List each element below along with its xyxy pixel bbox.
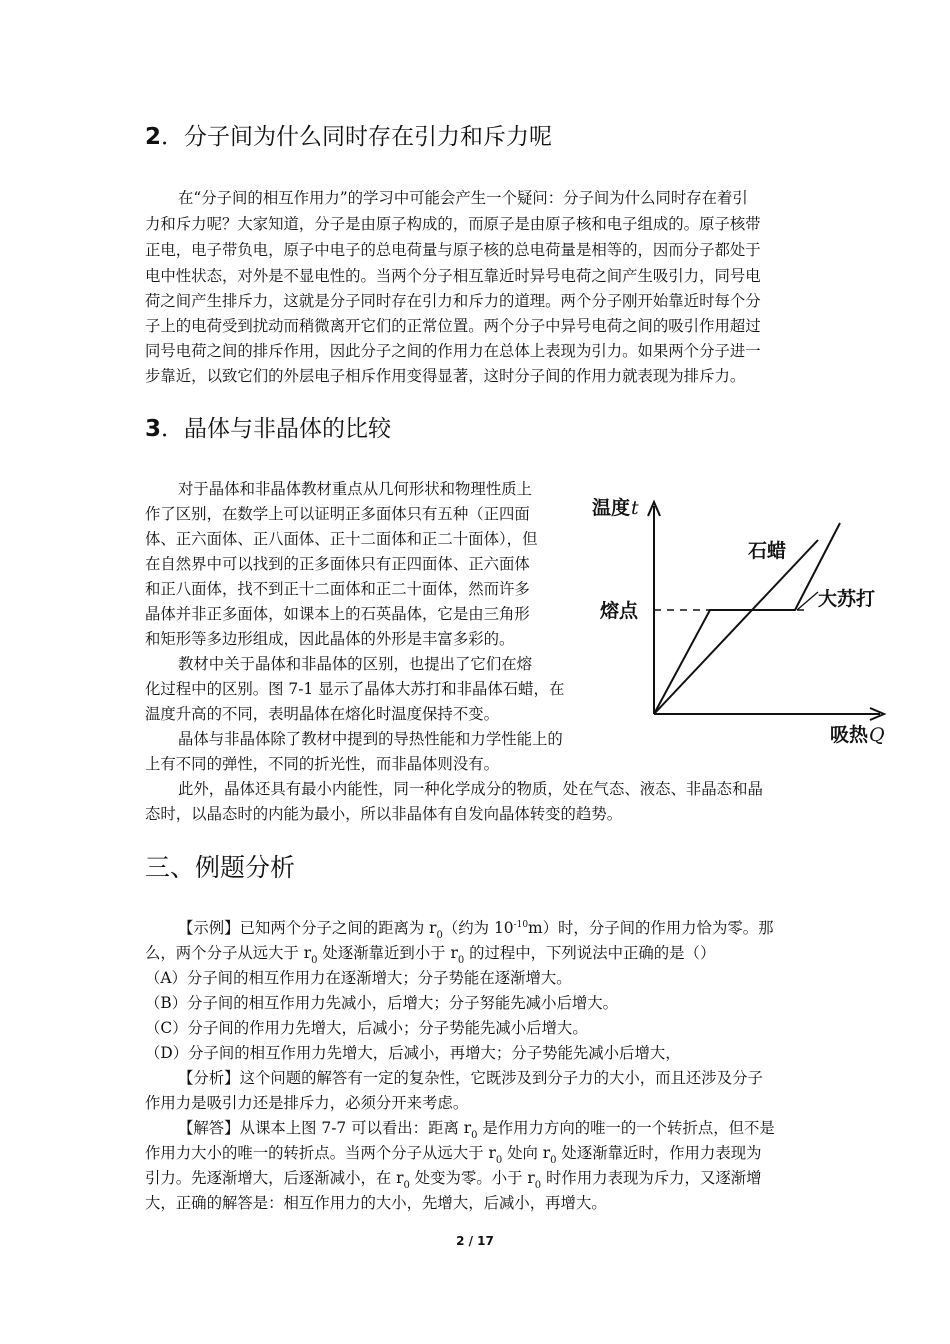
answer-text-2c: 处逐渐靠近时，作用力表现为 xyxy=(556,1144,762,1162)
subscript-0: 0 xyxy=(495,1155,503,1166)
answer-text-1a: 从课本上图 7-7 可以看出：距离 r xyxy=(239,1119,472,1137)
section-3-line-7: 和矩形等多边形组成，因此晶体的外形是丰富多彩的。 xyxy=(145,630,515,648)
option-b: （B）分子间的相互作用力先减小，后增大；分子努能先减小后增大。 xyxy=(145,994,619,1012)
section-3-line-12: 上有不同的弹性，不同的折光性，而非晶体则没有。 xyxy=(145,755,499,773)
answer-tag: 【解答】 xyxy=(178,1119,240,1137)
analysis-tag: 【分析】 xyxy=(178,1069,240,1087)
example-text-2a: 么，两个分子从远大于 r xyxy=(145,944,312,962)
subscript-0: 0 xyxy=(534,1180,542,1191)
subscript-0: 0 xyxy=(403,1180,410,1191)
section-2-line-1: 在“分子间的相互作用力”的学习中可能会产生一个疑问：分子间为什么同时存在着引 xyxy=(178,189,748,207)
subscript-0: 0 xyxy=(550,1155,557,1166)
melting-point-label: 熔点 xyxy=(600,600,639,622)
series-label-paraffin: 石蜡 xyxy=(748,540,787,562)
series-label-soda: 大苏打 xyxy=(818,588,876,610)
answer-text-3a: 引力。先逐渐增大，后逐渐减小，在 r xyxy=(145,1169,404,1187)
example-text-1a: 已知两个分子之间的距离为 r xyxy=(239,919,437,937)
section-3-line-4: 在自然界中可以找到的正多面体只有正四面体、正六面体 xyxy=(145,555,530,573)
subscript-0: 0 xyxy=(436,930,443,941)
section-2-line-8: 步靠近，以致它们的外层电子相斥作用变得显著，这时分子间的作用力就表现为排斥力。 xyxy=(145,367,746,385)
answer-text-2a: 作用力大小的唯一的转折点。当两个分子从远大于 r xyxy=(145,1144,496,1162)
section-3-line-6: 晶体并非正多面体，如课本上的石英晶体，它是由三角形 xyxy=(145,605,530,623)
example-section-title: 三、例题分析 xyxy=(145,853,296,882)
option-c: （C）分子间的作用力先增大，后减小；分子势能先减小后增大。 xyxy=(145,1019,588,1037)
section-2-line-5: 荷之间产生排斥力，这就是分子同时存在引力和斥力的道理。两个分子刚开始靠近时每个分 xyxy=(145,292,761,310)
section-2-heading xyxy=(145,118,552,151)
answer-text-3b: 处变为零。小于 r xyxy=(409,1169,535,1187)
answer-line-1 xyxy=(178,1116,775,1141)
option-a: （A）分子间的相互作用力在逐渐增大；分子势能在逐渐增大。 xyxy=(145,969,572,987)
section-3-line-9: 化过程中的区别。图 7-1 显示了晶体大苏打和非晶体石蜡，在 xyxy=(145,680,565,698)
answer-line-2 xyxy=(145,1141,762,1166)
section-3-title: ．晶体与非晶体的比较 xyxy=(161,416,392,442)
analysis-line-1 xyxy=(178,1066,763,1091)
section-2-line-4: 电中性状态，对外是不显电性的。当两个分子相互靠近时异号电荷之间产生吸引力，同号电 xyxy=(145,267,761,285)
subscript-0: 0 xyxy=(311,955,318,966)
example-text-2b: 处逐渐靠近到小于 r xyxy=(317,944,458,962)
section-3-line-1: 对于晶体和非晶体教材重点从几何形状和物理性质上 xyxy=(178,480,532,498)
y-axis-var: t xyxy=(631,497,639,519)
example-text-2c: 的过程中，下列说法中正确的是（） xyxy=(464,944,716,962)
answer-line-4: 大，正确的解答是：相互作用力的大小，先增大，后减小，再增大。 xyxy=(145,1194,607,1212)
section-3-line-10: 温度升高的不同，表明晶体在熔化时温度保持不变。 xyxy=(145,705,499,723)
section-3-line-13: 此外，晶体还具有最小内能性，同一种化学成分的物质，处在气态、液态、非晶态和晶 xyxy=(178,780,763,798)
section-3-line-8: 教材中关于晶体和非晶体的区别，也提出了它们在熔 xyxy=(178,655,532,673)
example-text-1c: m）时，分子间的作用力恰为零。那 xyxy=(528,919,774,937)
x-axis-var: Q xyxy=(869,724,885,746)
exponent: -10 xyxy=(513,920,529,930)
section-3-line-2: 作了区别，在数学上可以证明正多面体只有五种（正四面 xyxy=(145,505,530,523)
melting-curve-diagram xyxy=(590,488,900,758)
section-3-line-14: 态时，以晶态时的内能为最小，所以非晶体有自发向晶体转变的趋势。 xyxy=(145,805,623,823)
section-3-line-5: 和正八面体，找不到正十二面体和正二十面体，然而许多 xyxy=(145,580,530,598)
section-2-line-6: 子上的电荷受到扰动而稍微离开它们的正常位置。两个分子中异号电荷之间的吸引作用超过 xyxy=(145,317,761,335)
section-3-line-3: 体、正六面体、正八面体、正十二面体和正二十面体），但 xyxy=(145,530,538,548)
example-text-1b: （约为 10 xyxy=(442,919,514,937)
subscript-0: 0 xyxy=(457,955,465,966)
answer-text-2b: 处向 r xyxy=(502,1144,551,1162)
x-axis-label: 吸热 xyxy=(830,724,869,746)
answer-line-3 xyxy=(145,1166,762,1191)
answer-text-3c: 时作用力表现为斥力，又逐渐增 xyxy=(541,1169,762,1187)
section-2-line-7: 同号电荷之间的排斥作用，因此分子之间的作用力在总体上表现为引力。如果两个分子进一 xyxy=(145,342,761,360)
section-2-line-3: 正电，电子带负电，原子中电子的总电荷量与原子核的总电荷量是相等的，因而分子都处于 xyxy=(145,241,761,259)
example-line-2 xyxy=(145,941,715,966)
y-axis-label: 温度 xyxy=(592,497,631,519)
analysis-line-2: 作用力是吸引力还是排斥力，必须分开来考虑。 xyxy=(145,1094,469,1112)
example-line-1 xyxy=(178,916,774,941)
section-2-number: 2 xyxy=(145,124,162,150)
section-3-number: 3 xyxy=(145,416,162,442)
analysis-text-1: 这个问题的解答有一定的复杂性，它既涉及到分子力的大小，而且还涉及分子 xyxy=(239,1069,763,1087)
answer-text-1b: 是作用力方向的唯一的一个转折点，但不是 xyxy=(477,1119,775,1137)
section-3-line-11: 晶体与非晶体除了教材中提到的导热性能和力学性能上的 xyxy=(178,730,563,748)
section-2-line-2: 力和斥力呢？大家知道，分子是由原子构成的，而原子是由原子核和电子组成的。原子核带 xyxy=(145,215,761,233)
section-3-heading xyxy=(145,410,391,443)
option-d: （D）分子间的相互作用力先增大，后减小，再增大；分子势能先减小后增大， xyxy=(145,1044,681,1062)
subscript-0: 0 xyxy=(471,1130,478,1141)
page-number: 2 / 17 xyxy=(456,1234,494,1248)
paraffin-curve xyxy=(654,540,818,714)
section-2-title: ．分子间为什么同时存在引力和斥力呢 xyxy=(161,124,553,150)
example-tag: 【示例】 xyxy=(178,919,240,937)
